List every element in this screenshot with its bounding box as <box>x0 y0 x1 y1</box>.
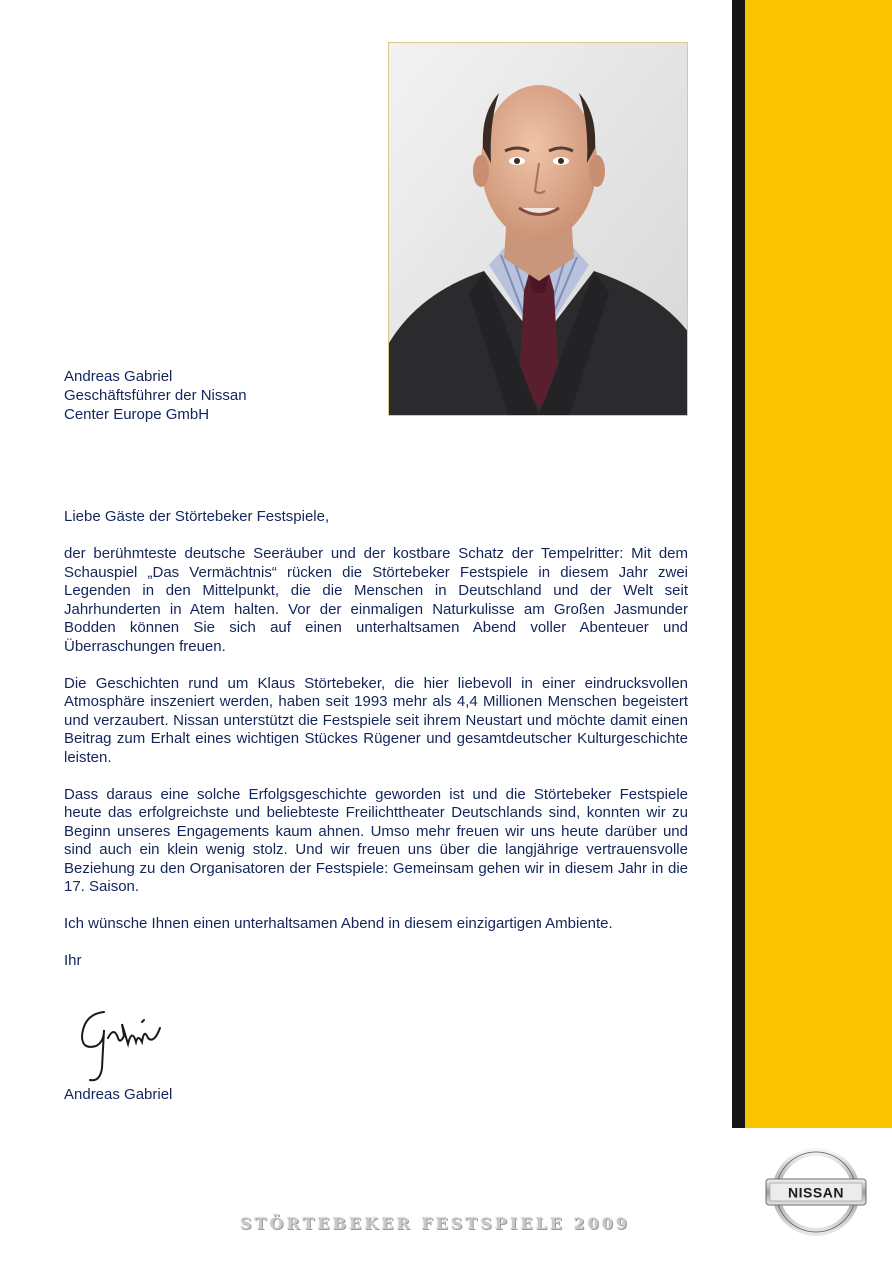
black-side-stripe <box>732 0 745 1128</box>
festival-footer-title: STÖRTEBEKER FESTSPIELE 2009 <box>239 1214 631 1233</box>
yellow-side-stripe <box>745 0 892 1128</box>
handwritten-signature <box>70 998 180 1086</box>
nissan-logo-text: NISSAN <box>788 1184 844 1201</box>
nissan-logo <box>764 1146 868 1238</box>
letter-closing: Ihr <box>64 952 82 969</box>
author-info <box>64 367 247 424</box>
letter-paragraph: Die Geschichten rund um Klaus Störtebeker, die hier liebevoll in einer eindrucksvollen Atmosphäre inszeniert werden, haben seit 1993 mehr als 4,4 Millionen Menschen begeistert und verzaubert. Nissan unterstützt die Festspiele seit ihrem Neustart und möchte damit einen Beitrag zum Erhalt eines wichtigen Stückes Rügener und gesamtdeutscher Kulturgeschichte leisten. <box>64 674 688 766</box>
letter-paragraph: der berühmteste deutsche Seeräuber und der kostbare Schatz der Tempelritter: Mit dem Schauspiel „Das Vermächtnis“ rücken die Störtebeker Festspiele in diesem Jahr zwei Legenden in den Mittelpunkt, die die Menschen in Deutschland und der Welt seit Jahrhunderten in Atem halten. Vor der einmaligen Naturkulisse am Großen Jasmunder Bodden können Sie sich auf einen unterhaltsamen Abend voller Abenteuer und Überraschungen freuen. <box>64 545 688 655</box>
author-portrait-photo <box>388 42 688 416</box>
author-title-line-1: Geschäftsführer der Nissan <box>64 387 247 404</box>
letter-paragraph: Ich wünsche Ihnen einen unterhaltsamen Abend in diesem einzigartigen Ambiente. <box>64 915 613 932</box>
author-name: Andreas Gabriel <box>64 368 173 385</box>
letter-body <box>64 508 688 989</box>
signer-name: Andreas Gabriel <box>64 1086 173 1103</box>
letter-greeting: Liebe Gäste der Störtebeker Festspiele, <box>64 508 330 525</box>
author-title-line-2: Center Europe GmbH <box>64 406 210 423</box>
letter-paragraph: Dass daraus eine solche Erfolgsgeschichte geworden ist und die Störtebeker Festspiele heute das erfolgreichste und beliebteste Freilichttheater Deutschlands sind, konnten wir zu Beginn unseres Engagements kaum ahnen. Umso mehr freuen wir uns heute darüber und sind auch ein klein wenig stolz. Und wir freuen uns über die langjährige vertrauensvolle Beziehung zu den Organisatoren der Festspiele: Gemeinsam gehen wir in diesem Jahr in die 17. Saison. <box>64 785 688 895</box>
